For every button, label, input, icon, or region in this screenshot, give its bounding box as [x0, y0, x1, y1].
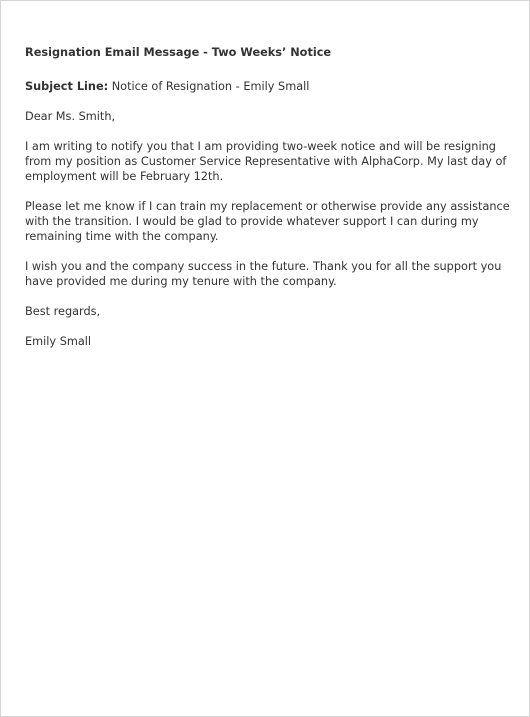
subject-label: Subject Line:	[25, 80, 109, 93]
email-content	[25, 45, 515, 364]
subject-line	[25, 79, 515, 94]
closing: Best regards,	[25, 305, 101, 318]
body-paragraph-2: Please let me know if I can train my replacement or otherwise provide any assistance with the transition. I would be glad to provide whatever support I can during my remaining time with the company.	[25, 200, 510, 243]
body-paragraph-1: I am writing to notify you that I am providing two-week notice and will be resigning from my position as Customer Service Representative with AlphaCorp. My last day of employment will be February 12th.	[25, 140, 507, 183]
subject-value: Notice of Resignation - Emily Small	[111, 80, 310, 93]
body-paragraph-3: I wish you and the company success in the future. Thank you for all the support you have provided me during my tenure with the company.	[25, 260, 502, 288]
document-title: Resignation Email Message - Two Weeks’ Notice	[25, 46, 332, 59]
greeting: Dear Ms. Smith,	[25, 110, 116, 123]
signature: Emily Small	[25, 335, 92, 348]
